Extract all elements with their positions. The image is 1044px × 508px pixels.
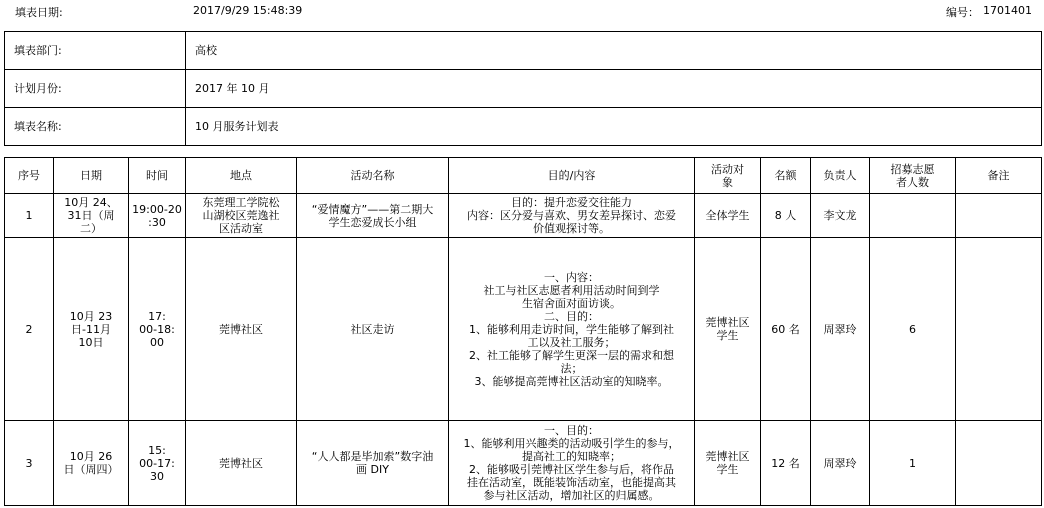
table-row: [5, 194, 1042, 238]
cell-place: 东莞理工学院松 山湖校区莞逸社 区活动室: [186, 194, 297, 238]
column-header: 序号: [5, 158, 54, 194]
cell-activity-name: “人人都是毕加索”数字油 画 DIY: [297, 421, 449, 506]
cell-date: 10月 23 日-11月 10日: [54, 238, 129, 421]
cell-place: 莞博社区: [186, 238, 297, 421]
cell-quota: 12 名: [761, 421, 811, 506]
form-number-label: 编号：: [946, 6, 979, 19]
cell-target: 莞博社区 学生: [695, 421, 761, 506]
cell-activity-name: 社区走访: [297, 238, 449, 421]
table-row: [5, 238, 1042, 421]
table-row: [5, 421, 1042, 506]
column-header: 日期: [54, 158, 129, 194]
cell-activity-name: “爱情魔方”——第二期大 学生恋爱成长小组: [297, 194, 449, 238]
cell-target: 全体学生: [695, 194, 761, 238]
cell-volunteers: 1: [870, 421, 956, 506]
cell-date: 10月 26 日（周四）: [54, 421, 129, 506]
form-header: [0, 0, 1044, 24]
cell-quota: 60 名: [761, 238, 811, 421]
info-row-title: [5, 108, 1042, 146]
column-header: 地点: [186, 158, 297, 194]
cell-volunteers: [870, 194, 956, 238]
cell-date: 10月 24、 31日（周 二）: [54, 194, 129, 238]
info-label: 计划月份:: [5, 70, 186, 108]
form-info-table: [4, 31, 1042, 146]
cell-time: 17: 00-18: 00: [129, 238, 186, 421]
cell-leader: 周翠玲: [811, 421, 870, 506]
info-value: 10 月服务计划表: [186, 108, 1042, 146]
info-row-department: [5, 32, 1042, 70]
cell-time: 15: 00-17: 30: [129, 421, 186, 506]
form-number-value: 1701401: [983, 4, 1032, 17]
info-value: 高校: [186, 32, 1042, 70]
column-header: 招募志愿 者人数: [870, 158, 956, 194]
service-plan-table: [4, 157, 1042, 506]
column-header: 活动对 象: [695, 158, 761, 194]
cell-content: 一、目的： 1、能够利用兴趣类的活动吸引学生的参与， 提高社工的知晓率； 2、能够吸引莞博社区学生参与后，将作品 挂在活动室，既能装饰活动室，也能提高其 参与社区活动，增加社区的归属感。: [449, 421, 695, 506]
fill-date-label: 填表日期:: [15, 6, 63, 19]
cell-time: 19:00-20 :30: [129, 194, 186, 238]
info-row-month: [5, 70, 1042, 108]
cell-quota: 8 人: [761, 194, 811, 238]
info-label: 填表名称:: [5, 108, 186, 146]
cell-leader: 李文龙: [811, 194, 870, 238]
cell-note: [956, 194, 1042, 238]
column-header: 时间: [129, 158, 186, 194]
column-header: 备注: [956, 158, 1042, 194]
info-label: 填表部门:: [5, 32, 186, 70]
column-header: 负责人: [811, 158, 870, 194]
cell-content: 目的：提升恋爱交往能力 内容：区分爱与喜欢、男女差异探讨、恋爱 价值观探讨等。: [449, 194, 695, 238]
cell-volunteers: 6: [870, 238, 956, 421]
column-header: 活动名称: [297, 158, 449, 194]
cell-note: [956, 238, 1042, 421]
cell-no: 3: [5, 421, 54, 506]
column-header: 名额: [761, 158, 811, 194]
cell-target: 莞博社区 学生: [695, 238, 761, 421]
info-value: 2017 年 10 月: [186, 70, 1042, 108]
table-header-row: [5, 158, 1042, 194]
cell-no: 2: [5, 238, 54, 421]
cell-no: 1: [5, 194, 54, 238]
cell-content: 一、内容： 社工与社区志愿者利用活动时间到学 生宿舍面对面访谈。 二、目的： 1、能够利用走访时间，学生能够了解到社 工以及社工服务； 2、社工能够了解学生更深一层的需求和想 法； 3、能够提高莞博社区活动室的知晓率。: [449, 238, 695, 421]
column-header: 目的/内容: [449, 158, 695, 194]
cell-leader: 周翠玲: [811, 238, 870, 421]
fill-date-value: 2017/9/29 15:48:39: [193, 4, 303, 17]
cell-note: [956, 421, 1042, 506]
cell-place: 莞博社区: [186, 421, 297, 506]
